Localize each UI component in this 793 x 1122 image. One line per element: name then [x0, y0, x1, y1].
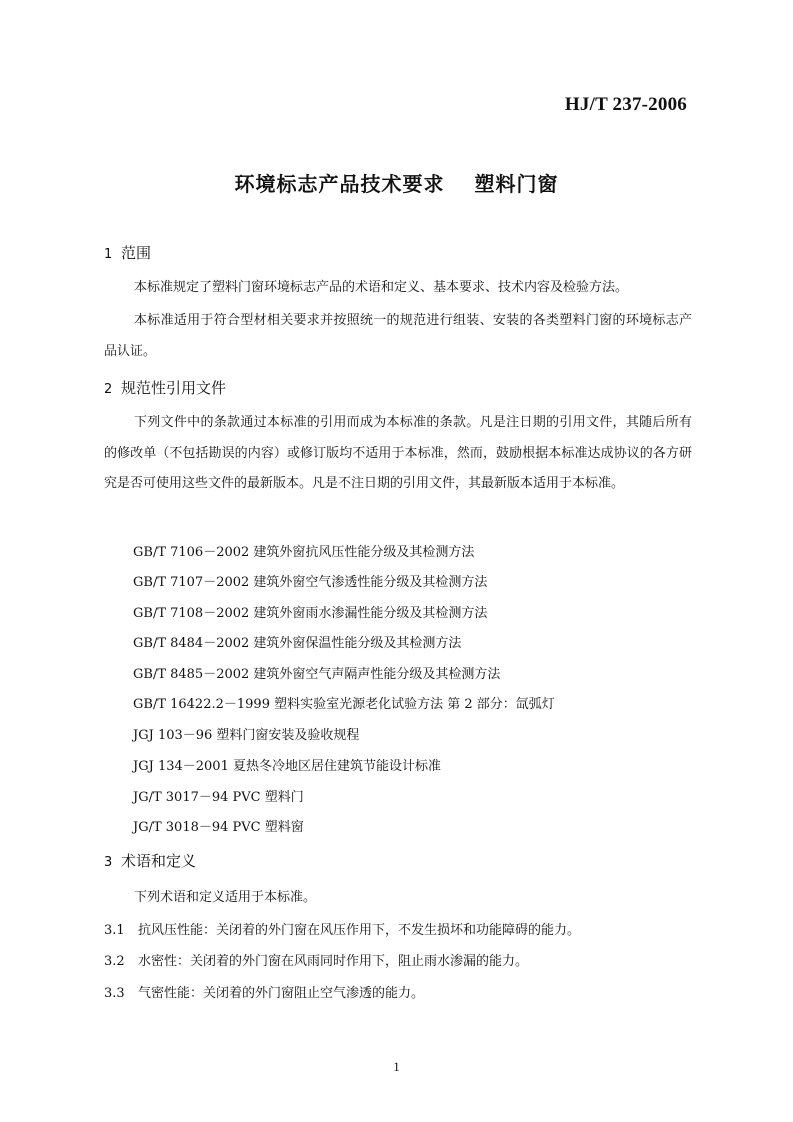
section-title: 规范性引用文件: [121, 379, 227, 397]
reference-item: JG/T 3017－94 PVC 塑料门: [133, 790, 304, 805]
reference-item: GB/T 8484－2002 建筑外窗保温性能分级及其检测方法: [133, 636, 462, 651]
paragraph: 下列术语和定义适用于本标准。: [134, 890, 317, 905]
reference-item: GB/T 7106－2002 建筑外窗抗风压性能分级及其检测方法: [133, 545, 475, 560]
paragraph: 本标准适用于符合型材相关要求并按照统一的规范进行组装、安装的各类塑料门窗的环境标志产品认证。: [104, 313, 692, 359]
section-number: 3: [104, 855, 113, 870]
term-definition-3-1: [104, 919, 580, 938]
reference-item: GB/T 7107－2002 建筑外窗空气渗透性能分级及其检测方法: [133, 575, 488, 590]
reference-item: JG/T 3018－94 PVC 塑料窗: [133, 820, 304, 835]
section-heading-3: [104, 850, 196, 871]
document-title-main: 环境标志产品技术要求: [234, 172, 445, 196]
section-title: 术语和定义: [121, 852, 197, 870]
section-number: 1: [104, 247, 113, 262]
term-number: 3.1: [104, 923, 125, 938]
term-text: 水密性：关闭着的外门窗在风雨同时作用下，阻止雨水渗漏的能力。: [138, 954, 529, 969]
section-title: 范围: [121, 244, 152, 262]
term-text: 抗风压性能：关闭着的外门窗在风压作用下，不发生损坏和功能障碍的能力。: [138, 923, 581, 938]
section-heading-2: [104, 377, 226, 398]
document-title: [0, 168, 793, 197]
term-definition-3-3: [104, 982, 424, 1001]
reference-item: GB/T 7108－2002 建筑外窗雨水渗漏性能分级及其检测方法: [133, 606, 488, 621]
reference-item: JGJ 103－96 塑料门窗安装及验收规程: [133, 728, 360, 743]
term-number: 3.2: [104, 954, 125, 969]
term-text: 气密性能：关闭着的外门窗阻止空气渗透的能力。: [138, 986, 425, 1001]
reference-item: JGJ 134－2001 夏热冬冷地区居住建筑节能设计标准: [133, 759, 441, 774]
term-definition-3-2: [104, 950, 528, 969]
paragraph: 本标准规定了塑料门窗环境标志产品的术语和定义、基本要求、技术内容及检验方法。: [134, 280, 629, 295]
term-number: 3.3: [104, 986, 125, 1001]
paragraph: 下列文件中的条款通过本标准的引用而成为本标准的条款。凡是注日期的引用文件，其随后所有的修改单（不包括勘误的内容）或修订版均不适用于本标准，然而，鼓励根据本标准达成协议的各方研究是否可使用这些文件的最新版本。凡是不注日期的引用文件，其最新版本适用于本标准。: [104, 415, 692, 491]
section-number: 2: [104, 382, 113, 397]
page-number: 1: [393, 1059, 400, 1074]
document-title-sub: 塑料门窗: [474, 172, 559, 196]
reference-item: GB/T 8485－2002 建筑外窗空气声隔声性能分级及其检测方法: [133, 667, 501, 682]
standard-code: HJ/T 237-2006: [564, 94, 687, 115]
reference-item: GB/T 16422.2－1999 塑料实验室光源老化试验方法 第 2 部分：氙弧灯: [133, 697, 555, 712]
section-heading-1: [104, 242, 151, 263]
